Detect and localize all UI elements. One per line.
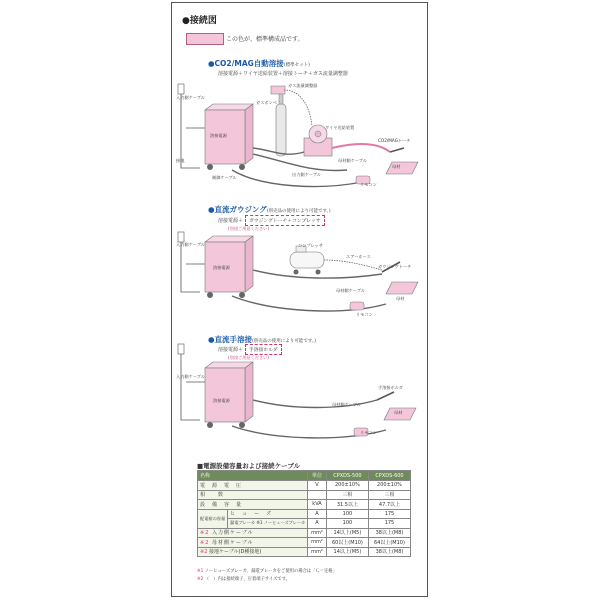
row-value-1: 14以上(M5) [326,528,368,538]
section-co2-subtitle: 溶接電源＋ワイヤ送給装置＋溶接トーチ＋ガス流量調整器 [218,71,348,77]
footnote-2 [197,576,290,582]
co2-label-ps: 溶接電源 [210,133,227,138]
row-value-2: 175 [368,519,410,529]
co2-label-cylinder: ガスボンベ [256,100,277,105]
stick-sub-note: (別途ご用意ください) [228,355,269,360]
row-mark: ※2 [200,549,208,556]
footnote-2-text: （ ）内は接続端子、圧着端子サイズです。 [204,577,290,582]
row-unit [308,490,327,500]
row-label: ヒ ュ ー ズ [228,509,308,519]
table-row [198,509,411,519]
header-name: 名称 [198,471,308,481]
spec-table [197,470,411,557]
row-label-text: 接地ケーブル(D種接地) [208,549,262,556]
header-model2: CPXDS-600 [368,471,410,481]
co2-label-feeder: ワイヤ送給装置 [325,125,355,130]
row-value-2: 175 [368,509,410,519]
row-value-1: 31.5以上 [326,500,368,510]
row-value-1: 14以上(M5) [326,547,368,557]
table-row [198,519,411,529]
row-label: 設 備 容 量 [198,500,308,510]
section-gouging-title-text: ●直流ガウジング [208,205,267,214]
row-unit: kVA [308,500,327,510]
row-label: 漏電ブレーカ ※1 ノーヒューズブレーカ [228,519,308,529]
row-value-2: 38以上(M8) [368,547,410,557]
section-gouging-note: (別売品の使用により可能です。) [266,209,331,214]
stick-label-basecable: 母材側ケーブル [332,402,361,407]
co2-label-base: 母材 [392,164,401,169]
table-row [198,500,411,510]
footnote-1 [197,568,337,574]
gouging-label-ps: 溶接電源 [213,265,230,270]
row-value-2: 38以上(M8) [368,528,410,538]
table-row [198,490,411,500]
row-mark: ※2 [200,530,210,537]
gouging-label-airhose: エアーホース [346,254,371,259]
legend-swatch [186,33,224,45]
table-title [197,461,300,470]
table-title-text: ■電源設備容量および接続ケーブル [197,462,301,470]
row-value-1: 60以上(M10) [326,538,368,548]
co2-label-control: 制御ケーブル [212,175,237,180]
row-unit: mm² [308,547,327,557]
stick-label-ps: 溶接電源 [213,398,230,403]
co2-label-regulator: ガス流量調整器 [288,83,318,88]
row-unit: mm² [308,528,327,538]
row-unit: A [308,519,327,529]
row-value-2: 47.7以上 [368,500,410,510]
row-mark: ※2 [200,539,210,546]
section-co2-note: (標準セット) [283,63,310,68]
footnote-1-text: ノーヒューズブレーカ、漏電ブレーカをご使用の場合は「Ｃ＝定格」 [204,569,337,574]
stick-label-remote: リモコン [360,430,377,435]
gouging-formula-label: 溶接電源＋ [218,218,244,224]
table-row [198,538,411,548]
row-value-2: 200±10% [368,481,410,491]
gas-cylinder-icon [276,104,286,156]
row-unit: V [308,481,327,491]
gouging-label-torch: ガウジングトーチ [378,264,412,269]
row-value-1: 100 [326,509,368,519]
power-source-stick [205,368,245,422]
row-label: 電 源 電 圧 [198,481,308,491]
regulator-icon [271,86,285,94]
base-metal-co2 [386,162,418,174]
table-header-row [198,471,411,481]
row-label [198,538,308,548]
compressor-icon [290,252,324,268]
row-value-1: 100 [326,519,368,529]
section-stick-note: (別売品の使用により可能です。) [252,339,316,344]
co2-label-output: 出力側ケーブル [292,172,321,177]
stick-formula-label: 溶接電源＋ [218,347,244,353]
page-title: ●接続図 [182,16,217,26]
table-row [198,547,411,557]
legend-text: この色が、標準構成品です。 [226,36,304,43]
row-value-1: 200±10% [326,481,368,491]
section-co2-title-text: ●CO2/MAG自動溶接 [208,59,284,68]
gouging-sub-note: (別途ご用意ください) [228,226,269,231]
row-label-text: 入力側ケーブル [211,530,254,537]
row-label: 相 数 [198,490,308,500]
remote-gouging-icon [350,302,364,310]
row-unit: mm² [308,538,327,548]
co2-label-torch: CO2/MAGトーチ [378,138,411,143]
base-metal-gouging [386,282,418,294]
torch-icon [390,148,404,152]
switch-box-icon [178,232,184,242]
header-unit: 単位 [308,471,327,481]
co2-label-remote: リモコン [360,182,377,187]
row-value-2: 64以上(M10) [368,538,410,548]
co2-label-basecable: 母材側ケーブル [338,158,367,163]
gouging-label-basecable: 母材側ケーブル [336,288,365,293]
gouging-label-base: 母材 [396,296,405,301]
stick-label-base: 母材 [394,410,403,415]
row-unit: A [308,509,327,519]
table-row [198,481,411,491]
section-gouging-title [208,204,331,215]
stick-label-input: 入力側ケーブル [176,374,205,379]
gouging-formula-box: ガウジングトーチ＋コンプレッサ [245,215,325,226]
switch-box-icon [178,84,184,94]
row-label-text: 母材側ケーブル [211,539,254,546]
gouging-label-remote: リモコン [356,312,373,317]
section-stick-title-text: ●直流手溶接 [208,335,253,344]
footnote-2-mark: ※2 [197,577,204,582]
holder-icon [377,392,394,400]
row-label [198,528,308,538]
row-value-1: 三相 [326,490,368,500]
section-co2-title [208,58,310,69]
stick-formula-box: 手溶接ホルダ [245,344,282,355]
stick-label-holder: 手溶接ホルダ [378,385,403,390]
gouging-label-compressor: コンプレッサ [298,243,323,248]
co2-label-ground: 接地 [176,158,185,163]
co2-label-input: 入力側ケーブル [176,95,205,100]
table-row [198,528,411,538]
row-label [198,547,308,557]
header-model1: CPXDS-500 [326,471,368,481]
gouging-label-input: 入力側ケーブル [176,242,205,247]
row-group: 配電箱の容量 [198,509,228,528]
footnote-1-mark: ※1 [197,569,204,574]
row-value-2: 三相 [368,490,410,500]
switch-box-icon [178,344,184,354]
